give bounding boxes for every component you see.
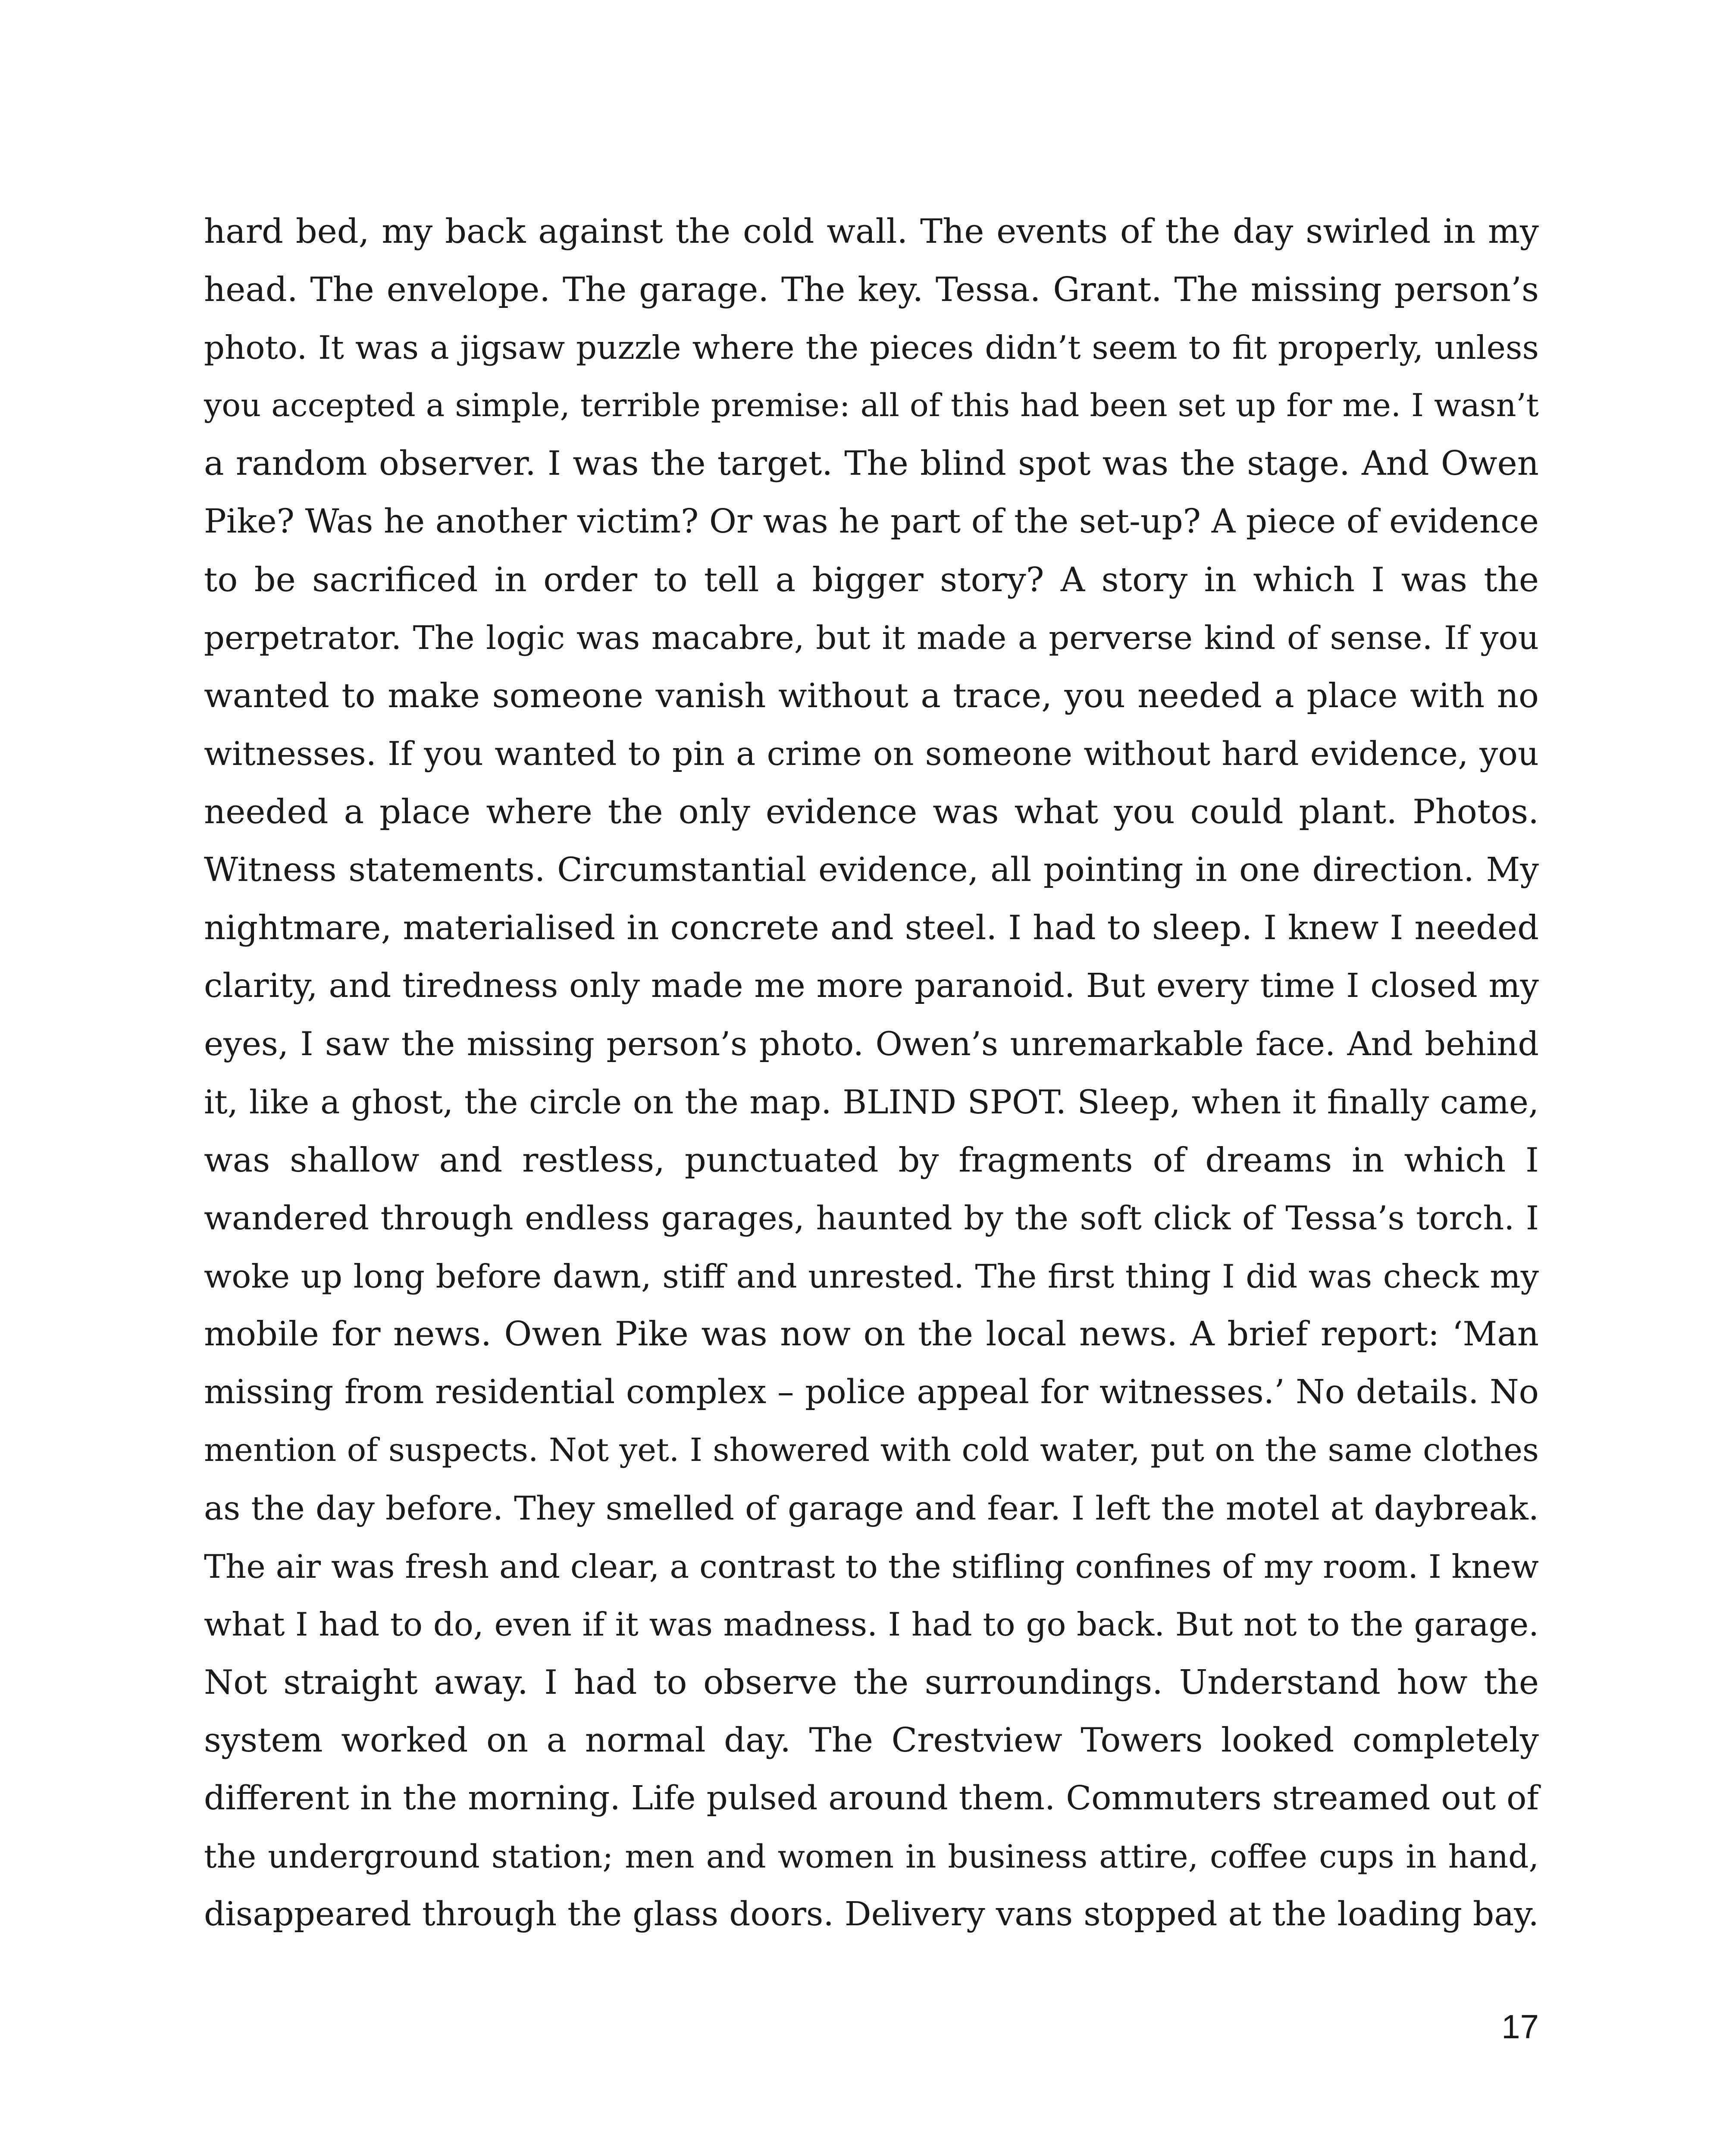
text-line: photo. It was a jigsaw puzzle where the pieces didn’t seem to fit properly, unless — [204, 329, 1539, 367]
text-line: mention of suspects. Not yet. I showered with cold water, put on the same clothes — [204, 1432, 1539, 1469]
text-line: The air was fresh and clear, a contrast to the stifling confines of my room. I knew — [204, 1547, 1539, 1586]
text-line: missing from residential complex – police appeal for witnesses.’ No details. No — [204, 1373, 1539, 1411]
text-line: eyes, I saw the missing person’s photo. Owen’s unremarkable face. And behind — [204, 1025, 1539, 1063]
text-line: nightmare, materialised in concrete and steel. I had to sleep. I knew I needed — [204, 909, 1539, 948]
text-line: mobile for news. Owen Pike was now on the local news. A brief report: ‘Man — [204, 1315, 1539, 1354]
text-line: the underground station; men and women in business attire, coffee cups in hand, — [204, 1838, 1539, 1875]
text-line: different in the morning. Life pulsed around them. Commuters streamed out of — [204, 1779, 1539, 1818]
page-number: 17 — [1501, 2008, 1539, 2046]
text-line: to be sacrificed in order to tell a bigger story? A story in which I was the — [204, 560, 1539, 599]
text-line: Witness statements. Circumstantial evidence, all pointing in one direction. My — [204, 850, 1539, 889]
text-line: it, like a ghost, the circle on the map. BLIND SPOT. Sleep, when it finally came, — [204, 1082, 1539, 1121]
text-line: what I had to do, even if it was madness. I had to go back. But not to the garage. — [204, 1605, 1539, 1644]
text-line: head. The envelope. The garage. The key. Tessa. Grant. The missing person’s — [204, 270, 1539, 309]
text-line: you accepted a simple, terrible premise: all of this had been set up for me. I wasn’t — [204, 387, 1539, 424]
text-line: was shallow and restless, punctuated by fragments of dreams in which I — [204, 1141, 1539, 1180]
text-line: woke up long before dawn, stiff and unrested. The first thing I did was check my — [204, 1257, 1539, 1295]
text-line: hard bed, my back against the cold wall. The events of the day swirled in my — [204, 212, 1539, 251]
text-line: Pike? Was he another victim? Or was he part of the set-up? A piece of evidence — [204, 502, 1539, 541]
text-line: needed a place where the only evidence was what you could plant. Photos. — [204, 792, 1539, 831]
text-line: system worked on a normal day. The Crestview Towers looked completely — [204, 1721, 1539, 1760]
text-line: disappeared through the glass doors. Delivery vans stopped at the loading bay. — [204, 1895, 1539, 1934]
text-line: Not straight away. I had to observe the surroundings. Understand how the — [204, 1663, 1539, 1702]
text-line: a random observer. I was the target. The blind spot was the stage. And Owen — [204, 444, 1539, 483]
text-line: perpetrator. The logic was macabre, but it made a perverse kind of sense. If you — [204, 619, 1539, 657]
body-text — [204, 203, 1539, 1944]
text-line: wanted to make someone vanish without a trace, you needed a place with no — [204, 676, 1539, 715]
text-line: clarity, and tiredness only made me more paranoid. But every time I closed my — [204, 966, 1539, 1005]
text-line: wandered through endless garages, haunted by the soft click of Tessa’s torch. I — [204, 1199, 1539, 1238]
text-line: witnesses. If you wanted to pin a crime on someone without hard evidence, you — [204, 734, 1539, 773]
text-line: as the day before. They smelled of garage and fear. I left the motel at daybreak. — [204, 1489, 1539, 1528]
